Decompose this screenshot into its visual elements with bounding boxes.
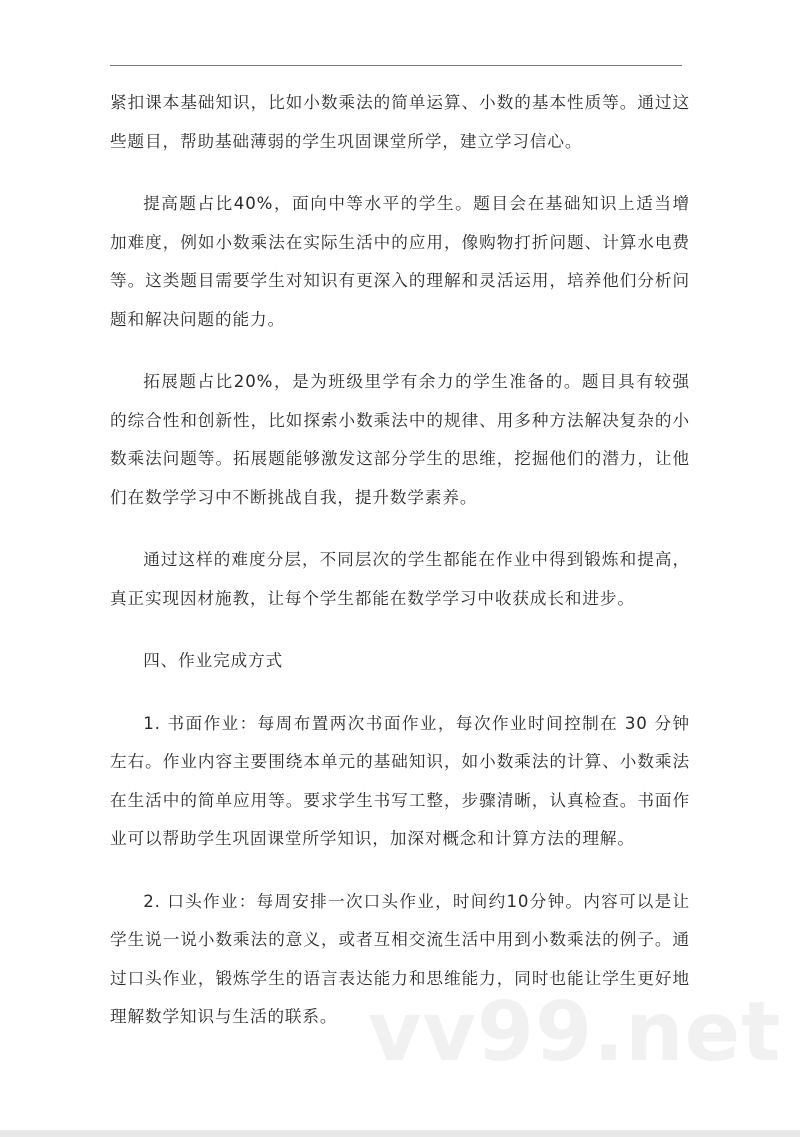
paragraph-written-homework: 1. 书面作业：每周布置两次书面作业，每次作业时间控制在 30 分钟左右。作业内容主要围绕本单元的基础知识，如小数乘法的计算、小数乘法在生活中的简单应用等。要求学生书写工整，步骤清晰，认真检查。书面作业可以帮助学生巩固课堂所学知识，加深对概念和计算方法的理解。 (110, 713, 690, 848)
header-rule (110, 65, 682, 66)
paragraph-extension-questions: 拓展题占比20%，是为班级里学有余力的学生准备的。题目具有较强的综合性和创新性，比如探索小数乘法中的规律、用多种方法解决复杂的小数乘法问题等。拓展题能够激发这部分学生的思维，挖掘他们的潜力，让他们在数学学习中不断挑战自我，提升数学素养。 (110, 372, 690, 507)
watermark-logo: vv99.net (368, 985, 782, 1080)
paragraph-layering-summary: 通过这样的难度分层，不同层次的学生都能在作业中得到锻炼和提高，真正实现因材施教，让每个学生都能在数学学习中收获成长和进步。 (110, 550, 690, 608)
section-heading-homework-methods: 四、作业完成方式 (143, 651, 284, 670)
paragraph-oral-homework: 2. 口头作业：每周安排一次口头作业，时间约10分钟。内容可以是让学生说一说小数乘法的意义，或者互相交流生活中用到小数乘法的例子。通过口头作业，锻炼学生的语言表达能力和思维能力，同时也能让学生更好地理解数学知识与生活的联系。 (110, 891, 690, 1026)
document-body (110, 84, 690, 1061)
paragraph-basic-questions: 紧扣课本基础知识，比如小数乘法的简单运算、小数的基本性质等。通过这些题目，帮助基础薄弱的学生巩固课堂所学，建立学习信心。 (110, 93, 690, 151)
page-bottom-edge (0, 1130, 800, 1137)
paragraph-improvement-questions: 提高题占比40%，面向中等水平的学生。题目会在基础知识上适当增加难度，例如小数乘法在实际生活中的应用，像购物打折问题、计算水电费等。这类题目需要学生对知识有更深入的理解和灵活运用，培养他们分析问题和解决问题的能力。 (110, 194, 690, 329)
